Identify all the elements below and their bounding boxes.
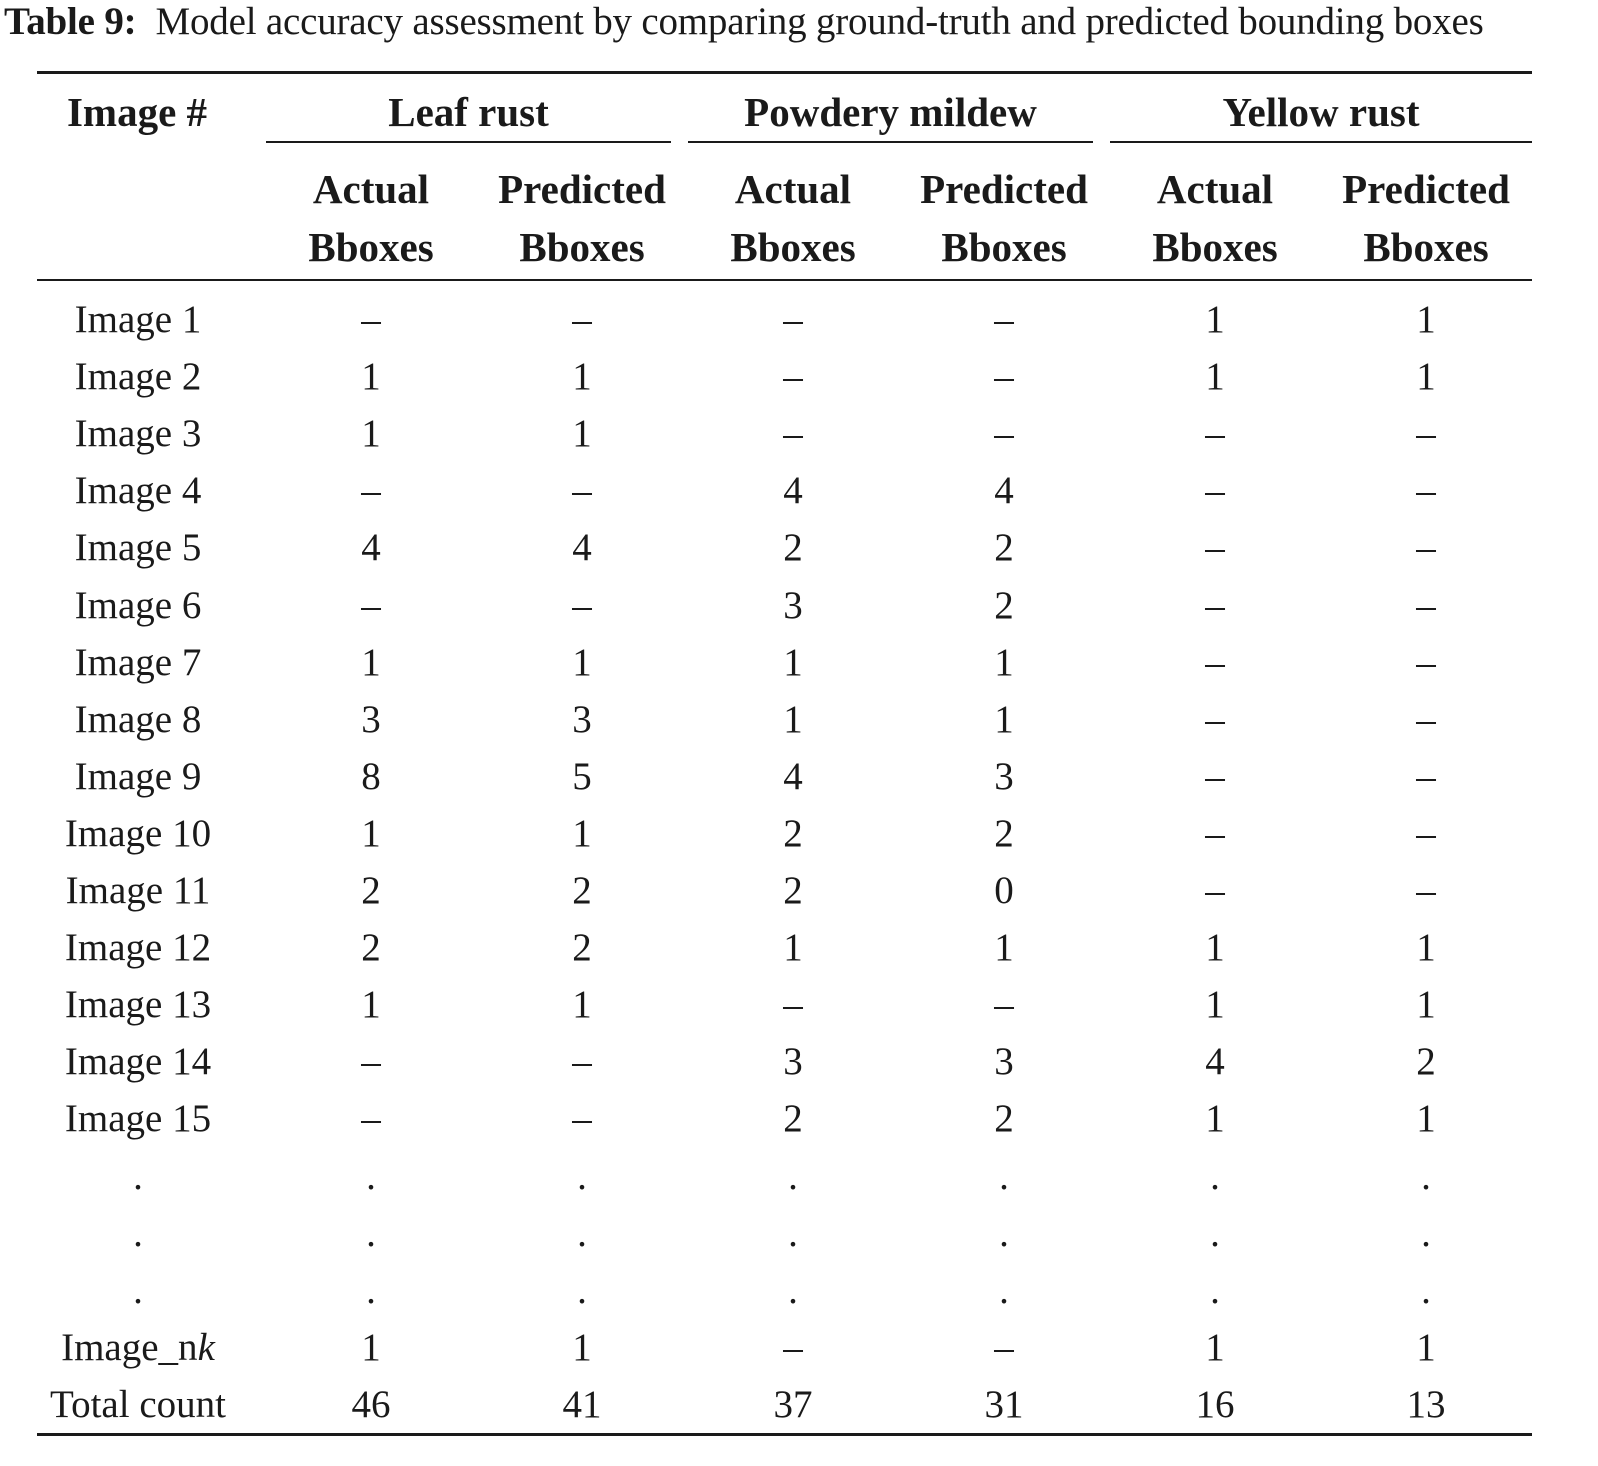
table-cell: 4 bbox=[361, 526, 381, 570]
table-header-rule bbox=[37, 279, 1532, 281]
sub-header-line1: Predicted bbox=[920, 166, 1088, 212]
row-label: Image 12 bbox=[64, 926, 212, 970]
table-cell: . bbox=[1210, 1154, 1220, 1198]
table-cell: 3 bbox=[994, 1040, 1014, 1084]
table-cell: 1 bbox=[572, 983, 592, 1027]
table-cell: – bbox=[1205, 412, 1225, 456]
table-cell: – bbox=[994, 355, 1014, 399]
row-label: Total count bbox=[50, 1382, 226, 1426]
table-cell: – bbox=[1416, 869, 1436, 912]
table-cell: . bbox=[788, 1154, 798, 1198]
table-cell: – bbox=[361, 583, 381, 627]
table-cell: – bbox=[1416, 469, 1436, 513]
table-cell: – bbox=[994, 298, 1014, 341]
row-label: Image 10 bbox=[64, 811, 212, 855]
table-cell: . bbox=[1421, 1154, 1431, 1198]
table-cell: 2 bbox=[572, 869, 592, 912]
table-cell: . bbox=[1421, 1211, 1431, 1255]
row-label: Image 11 bbox=[65, 869, 211, 912]
table-cell: 4 bbox=[783, 469, 803, 513]
table-cell: . bbox=[788, 1268, 798, 1312]
group-rule-leaf-rust bbox=[266, 141, 671, 143]
caption-label: Table 9: bbox=[4, 0, 137, 43]
table-cell: – bbox=[361, 1040, 381, 1084]
group-rule-yellow-rust bbox=[1110, 141, 1532, 143]
table-cell: – bbox=[572, 469, 592, 513]
row-label: Image 15 bbox=[64, 1097, 212, 1141]
table-cell: 4 bbox=[783, 754, 803, 798]
table-cell: 2 bbox=[994, 526, 1014, 570]
row-label: Image_nk bbox=[61, 1325, 215, 1369]
table-cell: 2 bbox=[994, 1097, 1014, 1141]
stub-header: Image # bbox=[66, 89, 208, 135]
table-cell: 37 bbox=[773, 1382, 813, 1426]
table-cell: 1 bbox=[1205, 983, 1225, 1027]
table-cell: . bbox=[1210, 1268, 1220, 1312]
table-cell: . bbox=[366, 1154, 376, 1198]
table-cell: 0 bbox=[994, 869, 1014, 912]
table-cell: . bbox=[577, 1211, 587, 1255]
row-label: Image 13 bbox=[64, 983, 212, 1027]
sub-header-line2: Bboxes bbox=[941, 224, 1067, 270]
table-cell: 1 bbox=[361, 640, 381, 684]
row-label: . bbox=[133, 1268, 143, 1312]
table-cell: 1 bbox=[994, 697, 1014, 741]
row-label: Image 9 bbox=[74, 754, 202, 798]
table-cell: 1 bbox=[572, 811, 592, 855]
table-bottom-rule bbox=[37, 1433, 1532, 1436]
table-cell: 1 bbox=[994, 926, 1014, 970]
row-label: Image 7 bbox=[74, 640, 202, 684]
table-cell: 3 bbox=[572, 697, 592, 741]
sub-header-line1: Actual bbox=[312, 166, 430, 212]
table-cell: – bbox=[572, 298, 592, 341]
table-cell: 1 bbox=[1416, 1097, 1436, 1141]
table-cell: . bbox=[999, 1211, 1009, 1255]
table-top-rule bbox=[37, 71, 1532, 74]
table-cell: 1 bbox=[1416, 926, 1436, 970]
table-cell: 3 bbox=[783, 1040, 803, 1084]
group-header-powdery-mildew: Powdery mildew bbox=[744, 89, 1037, 135]
table-cell: 2 bbox=[361, 926, 381, 970]
table-cell: – bbox=[1205, 469, 1225, 513]
table-cell: . bbox=[788, 1211, 798, 1255]
table-cell: 1 bbox=[361, 412, 381, 456]
table-cell: 4 bbox=[572, 526, 592, 570]
table-cell: 2 bbox=[361, 869, 381, 912]
sub-header-line1: Actual bbox=[1156, 166, 1274, 212]
group-header-yellow-rust: Yellow rust bbox=[1222, 89, 1420, 135]
table-cell: 1 bbox=[572, 355, 592, 399]
table-cell: 3 bbox=[783, 583, 803, 627]
group-header-leaf-rust: Leaf rust bbox=[388, 89, 549, 135]
table-cell: – bbox=[572, 1040, 592, 1084]
table-cell: 1 bbox=[572, 1325, 592, 1369]
table-cell: 3 bbox=[361, 697, 381, 741]
table-cell: 1 bbox=[1416, 355, 1436, 399]
table-cell: – bbox=[783, 412, 803, 456]
table-cell: 3 bbox=[994, 754, 1014, 798]
table-cell: – bbox=[361, 298, 381, 341]
table-cell: 46 bbox=[351, 1382, 391, 1426]
table-cell: 1 bbox=[572, 412, 592, 456]
table-cell: 2 bbox=[994, 811, 1014, 855]
table-cell: 1 bbox=[361, 355, 381, 399]
table-cell: – bbox=[361, 469, 381, 513]
sub-header-yellow-predicted bbox=[1326, 160, 1526, 276]
table-cell: – bbox=[572, 583, 592, 627]
table-cell: – bbox=[783, 355, 803, 399]
table-cell: – bbox=[572, 1097, 592, 1141]
sub-header-line2: Bboxes bbox=[1152, 224, 1278, 270]
table-cell: 31 bbox=[984, 1382, 1024, 1426]
table-cell: 2 bbox=[1416, 1040, 1436, 1084]
table-cell: 1 bbox=[361, 811, 381, 855]
table-cell: 1 bbox=[1205, 926, 1225, 970]
table-cell: 1 bbox=[994, 640, 1014, 684]
table-cell: – bbox=[783, 1325, 803, 1369]
table-cell: 1 bbox=[1205, 1325, 1225, 1369]
table-cell: 1 bbox=[1416, 1325, 1436, 1369]
table-cell: 2 bbox=[994, 583, 1014, 627]
row-label: Image 1 bbox=[74, 298, 202, 341]
table-cell: 1 bbox=[1205, 1097, 1225, 1141]
row-label: . bbox=[133, 1154, 143, 1198]
sub-header-yellow-actual bbox=[1115, 160, 1315, 276]
table-cell: . bbox=[366, 1268, 376, 1312]
table-cell: 13 bbox=[1406, 1382, 1446, 1426]
table-cell: . bbox=[999, 1268, 1009, 1312]
table-cell: – bbox=[1416, 811, 1436, 855]
table-cell: 1 bbox=[361, 983, 381, 1027]
row-label: Image 6 bbox=[74, 583, 202, 627]
table-cell: – bbox=[994, 983, 1014, 1027]
table-cell: 1 bbox=[1205, 355, 1225, 399]
table-cell: – bbox=[783, 983, 803, 1027]
table-cell: – bbox=[994, 1325, 1014, 1369]
table-cell: 41 bbox=[562, 1382, 602, 1426]
caption-text: Model accuracy assessment by comparing ground-truth and predicted bounding boxes bbox=[155, 0, 1484, 43]
table-cell: . bbox=[366, 1211, 376, 1255]
table-cell: 1 bbox=[783, 926, 803, 970]
table-cell: 2 bbox=[783, 869, 803, 912]
table-caption bbox=[4, 0, 1598, 44]
table-cell: 8 bbox=[361, 754, 381, 798]
table-cell: 2 bbox=[783, 526, 803, 570]
table-cell: – bbox=[1205, 697, 1225, 741]
sub-header-line1: Actual bbox=[734, 166, 852, 212]
table-cell: 1 bbox=[1205, 298, 1225, 341]
table-cell: 4 bbox=[1205, 1040, 1225, 1084]
table-cell: . bbox=[1210, 1211, 1220, 1255]
row-label: Image 8 bbox=[74, 697, 202, 741]
table-cell: – bbox=[1416, 412, 1436, 456]
table-cell: 2 bbox=[783, 811, 803, 855]
sub-header-line2: Bboxes bbox=[730, 224, 856, 270]
table-cell: – bbox=[1205, 811, 1225, 855]
table-cell: – bbox=[1416, 754, 1436, 798]
table-cell: 16 bbox=[1195, 1382, 1235, 1426]
table-cell: – bbox=[1416, 697, 1436, 741]
table-cell: – bbox=[1205, 583, 1225, 627]
table-cell: 1 bbox=[783, 697, 803, 741]
table-cell: – bbox=[1416, 526, 1436, 570]
table-cell: 1 bbox=[361, 1325, 381, 1369]
table-cell: – bbox=[994, 412, 1014, 456]
row-label: Image 14 bbox=[64, 1040, 212, 1084]
sub-header-mildew-predicted bbox=[904, 160, 1104, 276]
table-cell: 1 bbox=[1416, 983, 1436, 1027]
sub-header-line2: Bboxes bbox=[1363, 224, 1489, 270]
table-cell: – bbox=[361, 1097, 381, 1141]
table-cell: 1 bbox=[1416, 298, 1436, 341]
row-label: . bbox=[133, 1211, 143, 1255]
sub-header-line1: Predicted bbox=[1342, 166, 1510, 212]
table-cell: 5 bbox=[572, 754, 592, 798]
table-cell: – bbox=[783, 298, 803, 341]
table-cell: – bbox=[1205, 526, 1225, 570]
row-label: Image 5 bbox=[74, 526, 202, 570]
table-cell: – bbox=[1416, 640, 1436, 684]
group-rule-powdery-mildew bbox=[688, 141, 1093, 143]
table-cell: – bbox=[1416, 583, 1436, 627]
table-cell: 1 bbox=[783, 640, 803, 684]
table-cell: – bbox=[1205, 640, 1225, 684]
sub-header-mildew-actual bbox=[693, 160, 893, 276]
sub-header-line2: Bboxes bbox=[308, 224, 434, 270]
sub-header-line2: Bboxes bbox=[519, 224, 645, 270]
table-cell: . bbox=[577, 1154, 587, 1198]
table-cell: – bbox=[1205, 869, 1225, 912]
table-cell: . bbox=[1421, 1268, 1431, 1312]
sub-header-line1: Predicted bbox=[498, 166, 666, 212]
table-cell: . bbox=[577, 1268, 587, 1312]
table-cell: 2 bbox=[783, 1097, 803, 1141]
table-cell: 4 bbox=[994, 469, 1014, 513]
row-label: Image 4 bbox=[74, 469, 202, 513]
table-cell: 1 bbox=[572, 640, 592, 684]
sub-header-leaf-actual bbox=[271, 160, 471, 276]
row-label: Image 2 bbox=[74, 355, 202, 399]
row-label: Image 3 bbox=[74, 412, 202, 456]
table-cell: – bbox=[1205, 754, 1225, 798]
sub-header-leaf-predicted bbox=[482, 160, 682, 276]
table-cell: . bbox=[999, 1154, 1009, 1198]
table-cell: 2 bbox=[572, 926, 592, 970]
